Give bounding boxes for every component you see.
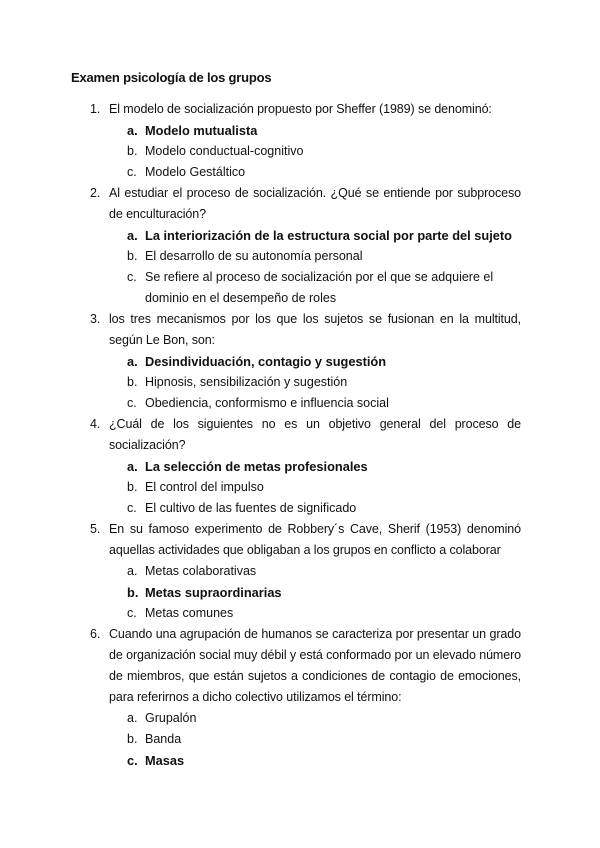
option-text: Hipnosis, sensibilización y sugestión: [145, 375, 348, 389]
option-letter: b.: [127, 249, 138, 263]
answer-option: [0, 750, 521, 771]
question-body: Al estudiar el proceso de socialización. ¿Qué se entiende por subproceso de enculturación?: [109, 186, 521, 221]
answer-option: [0, 246, 521, 267]
option-text: Desindividuación, contagio y sugestión: [145, 354, 387, 369]
question-3: [0, 309, 600, 414]
answer-option: [0, 708, 521, 729]
option-text: La selección de metas profesionales: [145, 459, 368, 474]
answer-option: [0, 456, 521, 477]
option-letter: a.: [127, 228, 138, 243]
option-letter: a.: [127, 459, 138, 474]
question-number: 1.: [90, 102, 101, 116]
answer-option: [0, 267, 521, 309]
option-text: Metas supraordinarias: [145, 585, 282, 600]
page-title: Examen psicología de los grupos: [71, 70, 272, 85]
option-letter: c.: [127, 501, 137, 515]
option-letter: b.: [127, 144, 138, 158]
question-text: [0, 414, 521, 456]
option-text: Obediencia, conformismo e influencia social: [145, 396, 389, 410]
option-text: El control del impulso: [145, 480, 264, 494]
answer-option: [0, 141, 521, 162]
question-text: [0, 183, 521, 225]
question-text: [0, 99, 521, 120]
answer-option: [0, 162, 521, 183]
option-letter: c.: [127, 606, 137, 620]
option-text: El desarrollo de su autonomía personal: [145, 249, 363, 263]
question-1: [0, 99, 600, 183]
option-text: Modelo mutualista: [145, 123, 258, 138]
option-letter: a.: [127, 354, 138, 369]
question-2: [0, 183, 600, 309]
question-body: los tres mecanismos por los que los sujetos se fusionan en la multitud, según Le Bon, son:: [109, 312, 521, 347]
option-letter: c.: [127, 165, 137, 179]
option-text: Metas colaborativas: [145, 564, 257, 578]
answer-option: [0, 729, 521, 750]
option-letter: b.: [127, 375, 138, 389]
option-letter: a.: [127, 711, 138, 725]
answer-option: [0, 498, 521, 519]
option-text: Banda: [145, 732, 182, 746]
option-letter: c.: [127, 753, 138, 768]
answer-option: [0, 120, 521, 141]
question-number: 3.: [90, 312, 101, 326]
option-letter: a.: [127, 564, 138, 578]
question-body: En su famoso experimento de Robbery´s Cave, Sherif (1953) denominó aquellas actividades que obligaban a los grupos en conflicto a colaborar: [109, 522, 521, 557]
option-letter: c.: [127, 396, 137, 410]
option-letter: b.: [127, 585, 139, 600]
option-letter: b.: [127, 732, 138, 746]
question-number: 6.: [90, 627, 101, 641]
question-6: [0, 624, 600, 771]
option-text: Grupalón: [145, 711, 197, 725]
question-text: [0, 519, 521, 561]
question-4: [0, 414, 600, 519]
option-text: Se refiere al proceso de socialización por el que se adquiere el dominio en el desempeño de roles: [145, 270, 494, 305]
option-text: La interiorización de la estructura social por parte del sujeto: [145, 228, 512, 243]
question-text: [0, 624, 521, 708]
option-text: El cultivo de las fuentes de significado: [145, 501, 357, 515]
question-number: 4.: [90, 417, 101, 431]
option-text: Modelo Gestáltico: [145, 165, 246, 179]
answer-option: [0, 477, 521, 498]
answer-option: [0, 561, 521, 582]
answer-option: [0, 393, 521, 414]
option-letter: a.: [127, 123, 138, 138]
answer-option: [0, 372, 521, 393]
question-list: [0, 99, 600, 771]
question-text: [0, 309, 521, 351]
answer-option: [0, 603, 521, 624]
question-number: 5.: [90, 522, 101, 536]
answer-option: [0, 351, 521, 372]
option-letter: b.: [127, 480, 138, 494]
answer-option: [0, 582, 521, 603]
question-body: Cuando una agrupación de humanos se caracteriza por presentar un grado de organización social muy débil y está conformado por un elevado número de miembros, que están sujetos a condiciones de contagio de emociones, para referirnos a dicho colectivo utilizamos el término:: [109, 627, 521, 704]
option-letter: c.: [127, 270, 137, 284]
question-body: El modelo de socialización propuesto por Sheffer (1989) se denominó:: [109, 102, 492, 116]
option-text: Modelo conductual-cognitivo: [145, 144, 304, 158]
question-5: [0, 519, 600, 624]
option-text: Metas comunes: [145, 606, 234, 620]
question-body: ¿Cuál de los siguientes no es un objetivo general del proceso de socialización?: [109, 417, 521, 452]
answer-option: [0, 225, 521, 246]
option-text: Masas: [145, 753, 185, 768]
question-number: 2.: [90, 186, 101, 200]
